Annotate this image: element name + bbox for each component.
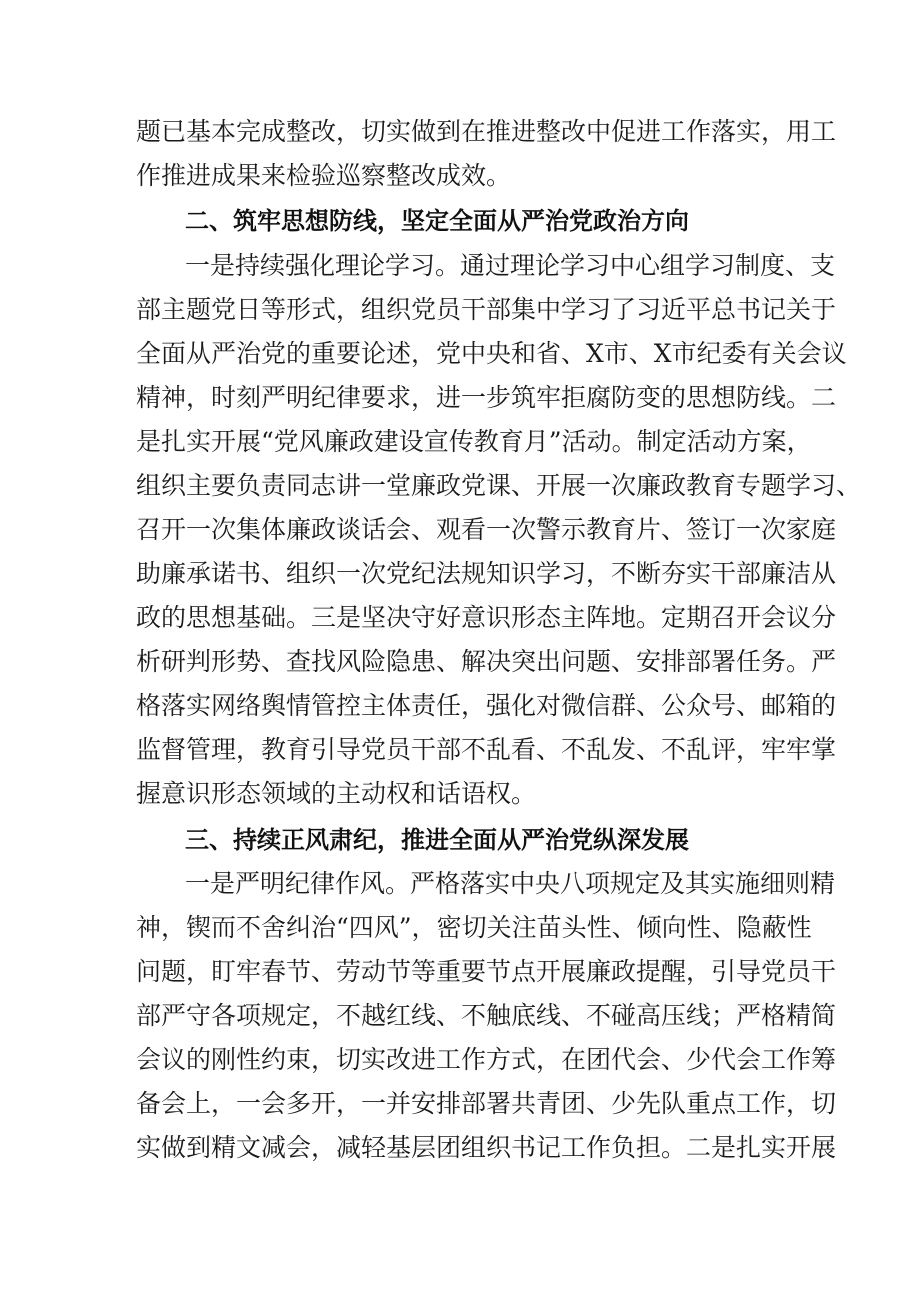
section-3-heading: 三、持续正风肃纪，推进全面从严治党纵深发展 [185, 826, 689, 854]
section-2-line-1: 一是持续强化理论学习。通过理论学习中心组学习制度、支 [185, 251, 836, 280]
section-3-line-5: 会议的刚性约束，切实改进工作方式，在团代会、少代会工作筹 [136, 1045, 837, 1074]
section-3-line-3: 问题，盯牢春节、劳动节等重要节点开展廉政提醒，引导党员干 [136, 957, 837, 986]
section-2-line-9: 政的思想基础。三是坚决守好意识形态主阵地。定期召开会议分 [136, 603, 837, 632]
section-2-line-10: 析研判形势、查找风险隐患、解决突出问题、安排部署任务。严 [136, 647, 837, 676]
intro-line-2: 作推进成果来检验巡察整改成效。 [136, 161, 512, 190]
section-3-line-1: 一是严明纪律作风。严格落实中央八项规定及其实施细则精 [185, 869, 836, 898]
section-3-line-7: 实做到精文减会，减轻基层团组织书记工作负担。二是扎实开展 [136, 1133, 837, 1162]
section-2-line-13: 握意识形态领域的主动权和话语权。 [136, 779, 537, 808]
section-2-heading: 二、筑牢思想防线，坚定全面从严治党政治方向 [185, 207, 689, 235]
section-2-line-3: 全面从严治党的重要论述，党中央和省、X市、X市纪委有关会议 [136, 339, 847, 368]
section-2-line-11: 格落实网络舆情管控主体责任，强化对微信群、公众号、邮箱的 [136, 691, 837, 720]
section-2-line-6: 组织主要负责同志讲一堂廉政党课、开展一次廉政教育专题学习、 [136, 471, 862, 500]
intro-line-1: 题已基本完成整改，切实做到在推进整改中促进工作落实，用工 [136, 117, 837, 146]
section-2-line-2: 部主题党日等形式，组织党员干部集中学习了习近平总书记关于 [136, 295, 837, 324]
section-2-line-7: 召开一次集体廉政谈话会、观看一次警示教育片、签订一次家庭 [136, 515, 837, 544]
section-2-line-12: 监督管理，教育引导党员干部不乱看、不乱发、不乱评，牢牢掌 [136, 735, 837, 764]
section-2-line-4: 精神，时刻严明纪律要求，进一步筑牢拒腐防变的思想防线。二 [136, 383, 837, 412]
section-3-line-4: 部严守各项规定，不越红线、不触底线、不碰高压线；严格精简 [136, 1001, 837, 1030]
section-2-line-5: 是扎实开展“党风廉政建设宣传教育月”活动。制定活动方案， [136, 427, 812, 456]
section-3-line-6: 备会上，一会多开，一并安排部署共青团、少先队重点工作，切 [136, 1089, 837, 1118]
section-2-line-8: 助廉承诺书、组织一次党纪法规知识学习，不断夯实干部廉洁从 [136, 559, 837, 588]
section-3-line-2: 神，锲而不舍纠治“四风”，密切关注苗头性、倾向性、隐蔽性 [136, 913, 812, 942]
